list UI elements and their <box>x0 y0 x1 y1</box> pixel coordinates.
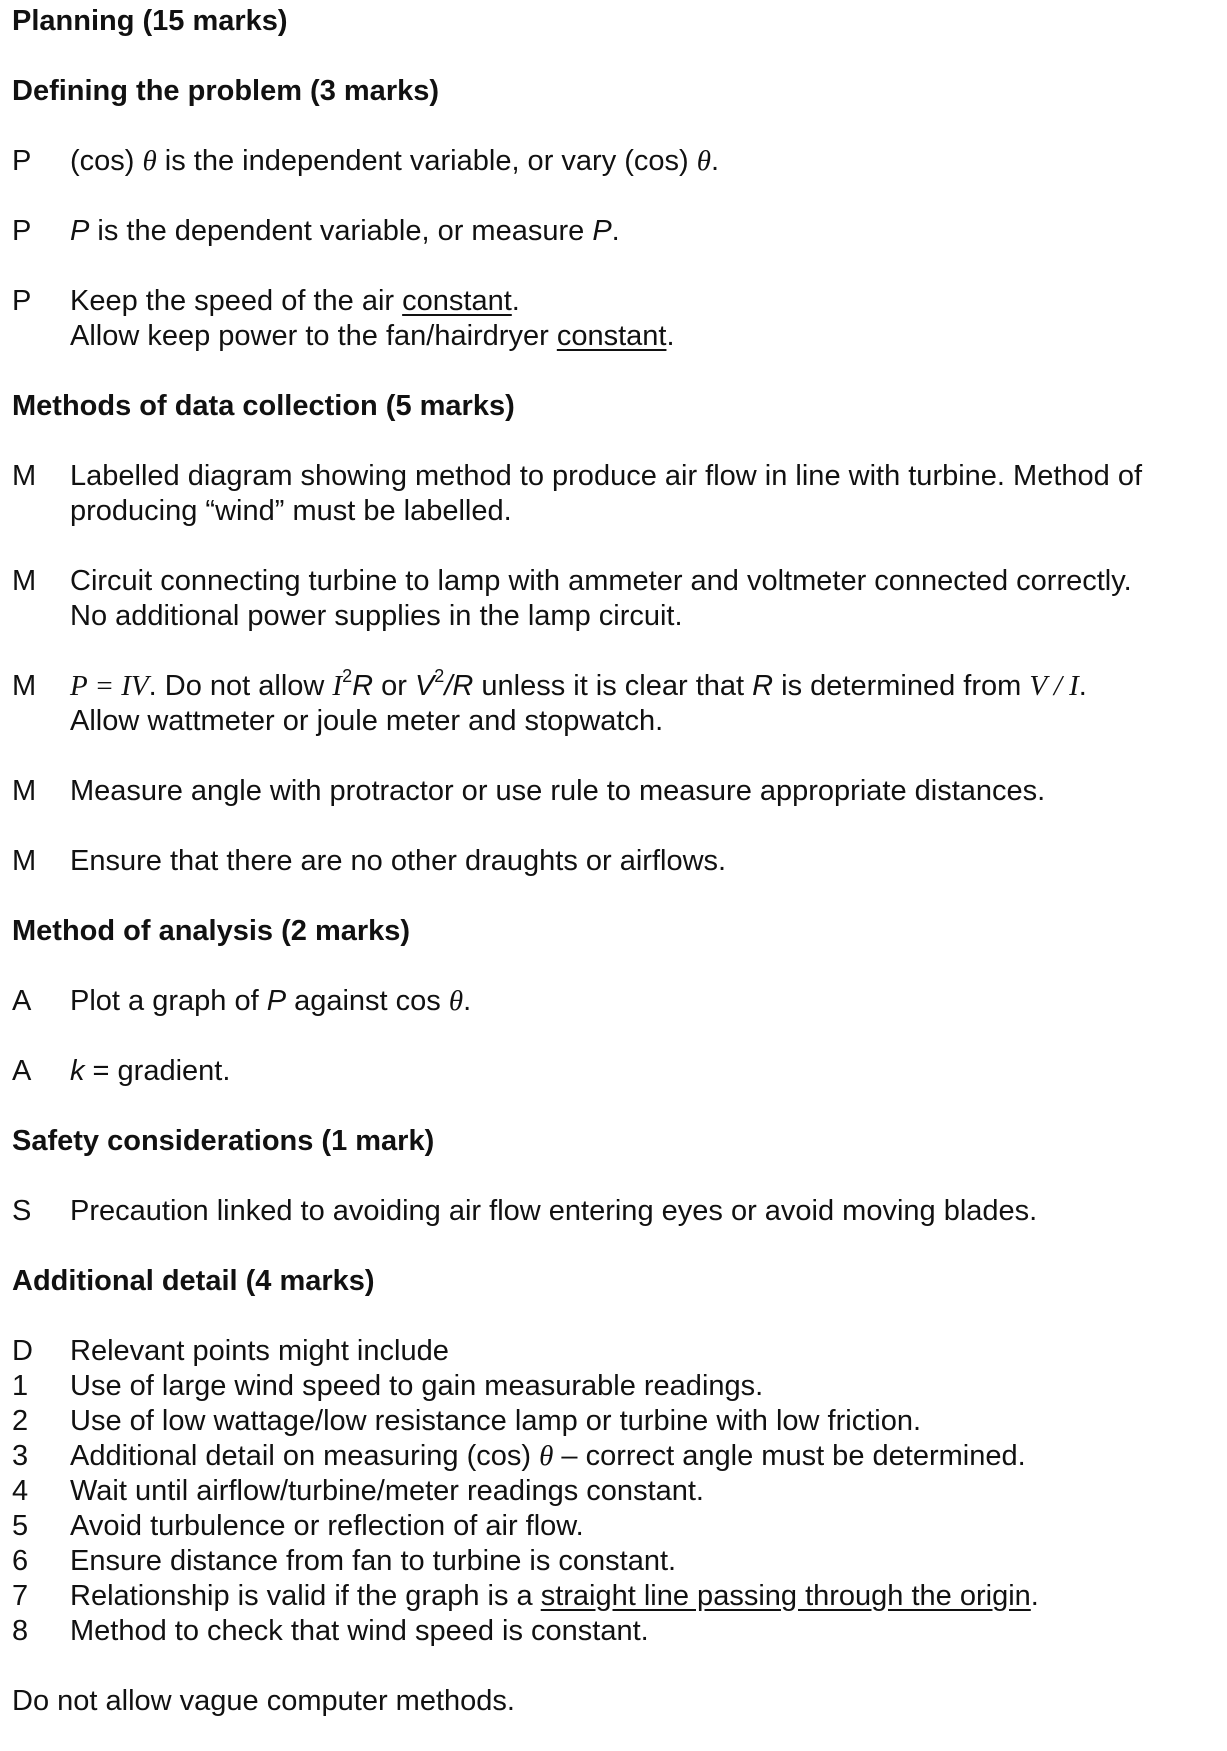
theta-symbol: θ <box>448 985 464 1017</box>
text-line: producing “wind” must be labelled. <box>70 495 512 527</box>
mark-text <box>70 144 1212 179</box>
mark-point-p3 <box>12 284 1212 354</box>
mark-text <box>70 284 1212 354</box>
list-item <box>12 1404 1212 1439</box>
list-number: 4 <box>12 1475 29 1507</box>
mark-text <box>70 214 1212 249</box>
mark-code: M <box>12 845 37 877</box>
list-number: 7 <box>12 1580 29 1612</box>
text-line: No additional power supplies in the lamp circuit. <box>70 600 683 632</box>
list-number: 8 <box>12 1615 29 1647</box>
equation: P = IV <box>70 670 149 702</box>
text-part: Plot a graph of <box>70 985 267 1017</box>
text-part: . <box>711 145 720 177</box>
mark-point-m5 <box>12 844 1212 879</box>
mark-point-a2 <box>12 1054 1212 1089</box>
section-heading-methods: Methods of data collection (5 marks) <box>12 390 515 422</box>
symbol-v: V <box>414 670 435 702</box>
mark-code: M <box>12 565 37 597</box>
list-item <box>12 1334 1212 1369</box>
mark-point-p2 <box>12 214 1212 249</box>
list-number: 6 <box>12 1545 29 1577</box>
mark-code: A <box>12 985 32 1017</box>
underlined-text: straight line passing through the origin <box>540 1580 1031 1612</box>
list-text: Ensure distance from fan to turbine is constant. <box>70 1545 677 1577</box>
text-part: is determined from <box>773 670 1030 702</box>
text-part: is the independent variable, or vary (cos) <box>156 145 697 177</box>
theta-symbol: θ <box>696 145 711 177</box>
text-part: against cos <box>286 985 449 1017</box>
text-part: = gradient. <box>84 1055 231 1087</box>
mark-text <box>70 984 1212 1019</box>
mark-text: Precaution linked to avoiding air flow entering eyes or avoid moving blades. <box>70 1195 1038 1227</box>
mark-text <box>70 459 1212 529</box>
mark-point-m2 <box>12 564 1212 634</box>
section-heading-safety: Safety considerations (1 mark) <box>12 1125 435 1157</box>
list-item <box>12 1369 1212 1404</box>
mark-text <box>70 564 1212 634</box>
text-part: Additional detail on measuring (cos) <box>70 1440 540 1472</box>
text-part: is the dependent variable, or measure <box>89 215 593 247</box>
list-item <box>12 1509 1212 1544</box>
list-text: Method to check that wind speed is constant. <box>70 1615 649 1647</box>
variable-k: k <box>70 1055 85 1087</box>
superscript: 2 <box>342 666 353 687</box>
symbol-r: R <box>752 670 774 702</box>
mark-code: M <box>12 775 37 807</box>
text-line <box>70 666 1212 704</box>
mark-code: M <box>12 670 37 702</box>
text-part: Allow keep power to the fan/hairdryer <box>70 320 557 352</box>
section-heading-additional: Additional detail (4 marks) <box>12 1265 375 1297</box>
list-text: Wait until airflow/turbine/meter readings constant. <box>70 1475 704 1507</box>
text-line: Labelled diagram showing method to produce air flow in line with turbine. Method of <box>70 460 1143 492</box>
list-item <box>12 1474 1212 1509</box>
mark-text: Ensure that there are no other draughts or airflows. <box>70 845 727 877</box>
mark-scheme-page <box>12 4 1212 1719</box>
symbol-r: /R <box>444 670 474 702</box>
mark-text: Measure angle with protractor or use rule to measure appropriate distances. <box>70 775 1046 807</box>
mark-text <box>70 1054 1212 1089</box>
mark-point-m3 <box>12 666 1212 739</box>
list-text: Use of low wattage/low resistance lamp or turbine with low friction. <box>70 1405 922 1437</box>
text-part: . <box>1030 1580 1039 1612</box>
variable-p: P <box>592 215 612 247</box>
list-number: 3 <box>12 1440 29 1472</box>
text-part: . <box>666 320 675 352</box>
text-part: . Do not allow <box>148 670 333 702</box>
text-part: unless it is clear that <box>473 670 753 702</box>
mark-text: Relevant points might include <box>70 1335 449 1367</box>
variable-p: P <box>70 215 90 247</box>
list-text: Use of large wind speed to gain measurable readings. <box>70 1370 764 1402</box>
theta-symbol: θ <box>539 1440 554 1472</box>
symbol-r: R <box>352 670 374 702</box>
section-heading-defining: Defining the problem (3 marks) <box>12 75 440 107</box>
list-number: 1 <box>12 1370 29 1402</box>
text-part: – correct angle must be determined. <box>553 1440 1026 1472</box>
list-item <box>12 1579 1212 1614</box>
mark-code: S <box>12 1195 32 1227</box>
mark-point-s1 <box>12 1194 1212 1229</box>
text-part: . <box>511 285 520 317</box>
text-part: Relationship is valid if the graph is a <box>70 1580 541 1612</box>
list-text <box>70 1439 1212 1474</box>
text-part: Keep the speed of the air <box>70 285 403 317</box>
text-line: Allow wattmeter or joule meter and stopwatch. <box>70 705 664 737</box>
variable-p: P <box>266 985 287 1017</box>
list-item <box>12 1439 1212 1474</box>
mark-point-m4 <box>12 774 1212 809</box>
list-number: 5 <box>12 1510 29 1542</box>
list-number: 2 <box>12 1405 29 1437</box>
symbol-v-over-i: V / I <box>1029 670 1079 702</box>
mark-point-a1 <box>12 984 1212 1019</box>
additional-detail-list <box>12 1334 1212 1649</box>
section-heading-analysis: Method of analysis (2 marks) <box>12 915 411 947</box>
text-part: . <box>1078 670 1087 702</box>
mark-code: P <box>12 215 32 247</box>
text-line <box>70 284 1212 319</box>
symbol-i: I <box>332 670 343 702</box>
list-text: Avoid turbulence or reflection of air flow. <box>70 1510 584 1542</box>
superscript: 2 <box>434 666 445 687</box>
footer-note: Do not allow vague computer methods. <box>12 1685 515 1717</box>
mark-code: P <box>12 285 32 317</box>
list-item <box>12 1544 1212 1579</box>
list-item <box>12 1614 1212 1649</box>
list-text <box>70 1579 1212 1614</box>
mark-point-m1 <box>12 459 1212 529</box>
mark-text <box>70 666 1212 739</box>
mark-code: P <box>12 145 32 177</box>
mark-code: M <box>12 460 37 492</box>
text-part: . <box>463 985 472 1017</box>
mark-code: D <box>12 1335 33 1367</box>
text-line <box>70 319 1212 354</box>
underlined-text: constant <box>402 285 512 317</box>
text-part: (cos) <box>70 145 143 177</box>
underlined-text: constant <box>556 320 667 352</box>
page-title: Planning (15 marks) <box>12 5 288 37</box>
mark-point-p1 <box>12 144 1212 179</box>
theta-symbol: θ <box>142 145 157 177</box>
mark-code: A <box>12 1055 32 1087</box>
text-part: . <box>611 215 620 247</box>
text-part: or <box>373 670 415 702</box>
text-line: Circuit connecting turbine to lamp with ammeter and voltmeter connected correctly. <box>70 565 1132 597</box>
